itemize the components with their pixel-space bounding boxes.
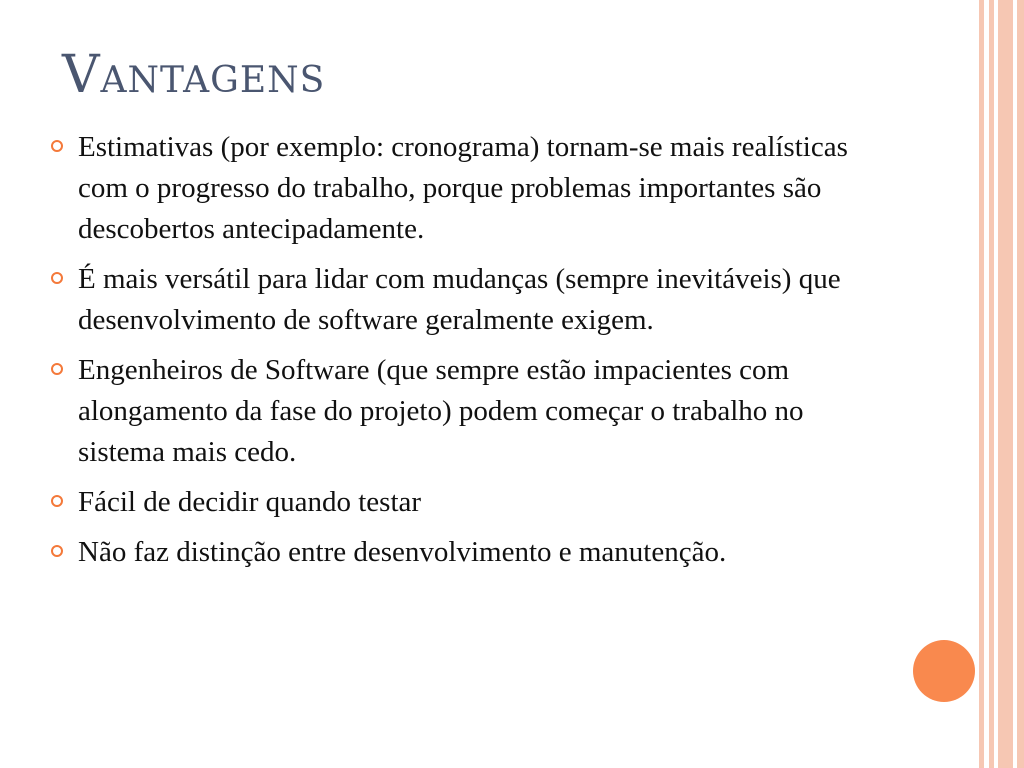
bullet-item (48, 127, 878, 250)
bullet-circle-icon (51, 545, 63, 557)
bullet-item (48, 350, 878, 473)
decorative-stripe (998, 0, 1013, 768)
bullet-list (48, 127, 878, 582)
bullet-circle-icon (51, 495, 63, 507)
bullet-text: Estimativas (por exemplo: cronograma) tornam-se mais realísticas com o progresso do trabalho, porque problemas importantes são descobertos antecipadamente. (78, 131, 848, 245)
bullet-item (48, 259, 878, 341)
decorative-orb (913, 640, 975, 702)
bullet-circle-icon (51, 140, 63, 152)
decorative-stripe (1017, 0, 1024, 768)
bullet-circle-icon (51, 272, 63, 284)
bullet-text: É mais versátil para lidar com mudanças (sempre inevitáveis) que desenvolvimento de software geralmente exigem. (78, 263, 841, 336)
bullet-item (48, 482, 878, 523)
slide-title: Vantagens (62, 45, 326, 105)
bullet-item (48, 532, 878, 573)
bullet-circle-icon (51, 363, 63, 375)
bullet-text: Fácil de decidir quando testar (78, 486, 422, 518)
decorative-stripe (979, 0, 984, 768)
bullet-text: Engenheiros de Software (que sempre estão impacientes com alongamento da fase do projeto) podem começar o trabalho no sistema mais cedo. (78, 354, 804, 468)
bullet-text: Não faz distinção entre desenvolvimento e manutenção. (78, 536, 727, 568)
decorative-stripe (989, 0, 994, 768)
